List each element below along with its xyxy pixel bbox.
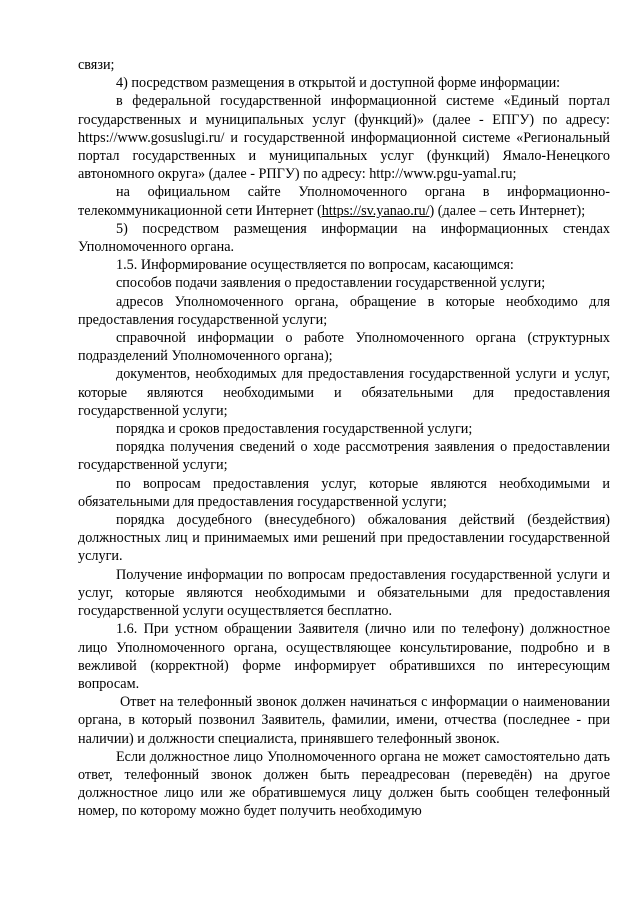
official-site-text-after: ) (далее – сеть Интернет);: [429, 202, 586, 219]
paragraph-required-services: по вопросам предоставления услуг, которые являются необходимыми и обязательными для предоставления государственной услуги;: [78, 475, 610, 510]
paragraph-item-4: 4) посредством размещения в открытой и доступной форме информации:: [116, 75, 561, 92]
paragraph-appeal-procedure: порядка досудебного (внесудебного) обжалования действий (бездействия) должностных лиц и принимаемых ими решений при предоставлении государственной услуги.: [78, 512, 610, 565]
paragraph-procedure-terms: порядка и сроков предоставления государственной услуги;: [116, 421, 473, 438]
paragraph-phone-answer: Ответ на телефонный звонок должен начинаться с информации о наименовании органа, в который позвонил Заявитель, фамилии, имени, отчества (последнее - при наличии) и должности специалиста, принявшего телефонный звонок.: [78, 694, 610, 747]
paragraph-official-site: [78, 183, 610, 219]
paragraph-section-1-5: 1.5. Информирование осуществляется по вопросам, касающимся:: [116, 257, 514, 274]
paragraph-reference-info: справочной информации о работе Уполномоченного органа (структурных подразделений Уполномоченного органа);: [78, 330, 610, 365]
official-site-text-before: на официальном сайте Уполномоченного органа в информационно-телекоммуникационной сети Интернет (: [78, 184, 610, 219]
paragraph-section-1-6: 1.6. При устном обращении Заявителя (лично или по телефону) должностное лицо Уполномоченного органа, осуществляющее консультирование, подробно и в вежливой (корректной) форме информирует обратившихся по интересующим вопросам.: [78, 621, 610, 692]
paragraph-item-5: 5) посредством размещения информации на информационных стендах Уполномоченного органа.: [78, 220, 610, 256]
paragraph-documents: документов, необходимых для предоставления государственной услуги и услуг, которые являются необходимыми и обязательными для предоставления государственной услуги;: [78, 366, 610, 419]
paragraph-continuation: связи;: [78, 57, 115, 73]
paragraph-progress-info: порядка получения сведений о ходе рассмотрения заявления о предоставлении государственной услуги;: [78, 439, 610, 474]
paragraph-epgu-rpgu: в федеральной государственной информационной системе «Единый портал государственных и муниципальных услуг (функций)» (далее - ЕПГУ) по адресу: https://www.gosuslugi.ru/ и государственной информационной системе «Региональный портал государственных и муниципальных услуг (функций) Ямало-Ненецкого автономного округа» (далее - РПГУ) по адресу: http://www.pgu-yamal.ru;: [78, 93, 610, 183]
paragraph-addresses: адресов Уполномоченного органа, обращение в которые необходимо для предоставления государственной услуги;: [78, 293, 610, 328]
official-site-link[interactable]: https://sv.yanao.ru/: [321, 202, 430, 219]
paragraph-free-information: Получение информации по вопросам предоставления государственной услуги и услуг, которые являются необходимыми и обязательными для предоставления государственной услуги осуществляется бесплатно.: [78, 566, 610, 620]
paragraph-submission-methods: способов подачи заявления о предоставлении государственной услуги;: [116, 275, 546, 292]
paragraph-phone-redirect: Если должностное лицо Уполномоченного органа не может самостоятельно дать ответ, телефонный звонок должен быть переадресован (переведён) на другое должностное лицо или же обратившемуся лицу должен быть сообщен телефонный номер, по которому можно будет получить необходимую: [78, 748, 610, 820]
